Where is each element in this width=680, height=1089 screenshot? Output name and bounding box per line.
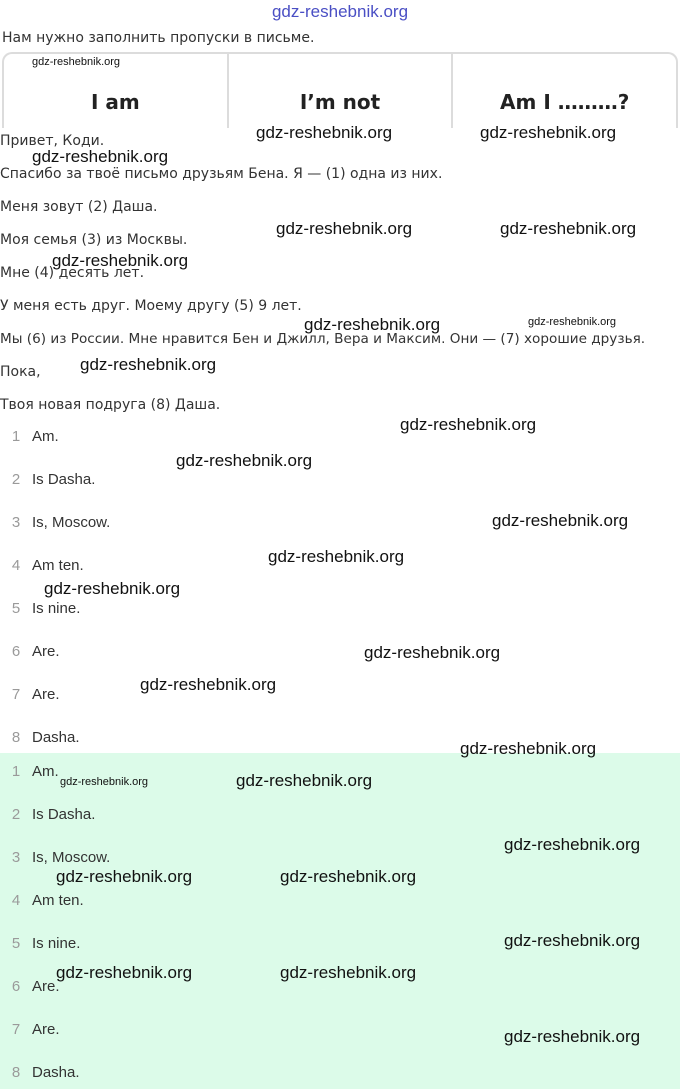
task-instruction: Нам нужно заполнить пропуски в письме. [2,30,315,46]
letter-line: Моя семья (3) из Москвы. [0,232,188,248]
watermark: gdz-reshebnik.org [56,963,193,982]
list-item [0,1019,60,1039]
answer-text: Am ten. [32,556,84,574]
list-item [0,847,110,867]
watermark: gdz-reshebnik.org [56,867,193,886]
answer-number: 7 [11,685,21,703]
watermark: gdz-reshebnik.org [52,251,189,270]
letter-line: Спасибо за твоё письмо друзьям Бена. Я — (1) одна из них. [0,166,443,182]
letter-line: Твоя новая подруга (8) Даша. [0,397,221,413]
letter-line: Пока, [0,364,41,380]
watermark: gdz-reshebnik.org [44,579,181,598]
watermark: gdz-reshebnik.org [528,316,617,328]
answer-number: 6 [11,977,21,995]
phrase-cell-1: I am [90,90,140,114]
answer-number: 2 [11,805,21,823]
watermark: gdz-reshebnik.org [276,219,413,238]
letter-line: Мы (6) из России. Мне нравится Бен и Джилл, Вера и Максим. Они — (7) хорошие друзья. [0,331,646,347]
answer-text: Am ten. [32,891,84,909]
letter-line: Привет, Коди. [0,133,105,149]
watermark: gdz-reshebnik.org [280,963,417,982]
answer-text: Is, Moscow. [32,848,111,866]
answer-number: 5 [11,599,21,617]
answer-number: 4 [11,891,21,909]
watermark: gdz-reshebnik.org [500,219,637,238]
watermark: gdz-reshebnik.org [504,1027,641,1046]
watermark: gdz-reshebnik.org [460,739,597,758]
answer-text: Are. [32,1020,60,1038]
answer-number: 3 [11,848,21,866]
answer-text: Dasha. [32,1063,80,1081]
list-item [0,555,84,575]
watermark: gdz-reshebnik.org [280,867,417,886]
watermark: gdz-reshebnik.org [32,147,169,166]
list-item [0,976,60,996]
answer-text: Is nine. [32,599,81,617]
watermark: gdz-reshebnik.org [364,643,501,662]
answer-text: Are. [32,642,60,660]
list-item [0,727,80,747]
watermark: gdz-reshebnik.org [236,771,373,790]
answer-text: Are. [32,685,60,703]
answer-number: 2 [11,470,21,488]
watermark: gdz-reshebnik.org [176,451,313,470]
list-item [0,469,95,489]
list-item [0,890,84,910]
watermark: gdz-reshebnik.org [492,511,629,530]
answer-text: Is nine. [32,934,81,952]
list-item [0,804,95,824]
list-item [0,1062,80,1082]
watermark: gdz-reshebnik.org [504,931,641,950]
answer-number: 3 [11,513,21,531]
watermark: gdz-reshebnik.org [256,123,393,142]
answer-text: Are. [32,977,60,995]
answer-number: 6 [11,642,21,660]
list-item [0,426,59,446]
list-item [0,933,80,953]
watermark: gdz-reshebnik.org [504,835,641,854]
answer-text: Is Dasha. [32,470,96,488]
answer-text: Is, Moscow. [32,513,111,531]
list-item [0,761,59,781]
list-item [0,598,80,618]
watermark: gdz-reshebnik.org [60,776,149,788]
list-item [0,684,60,704]
answer-number: 8 [11,728,21,746]
answer-text: Am. [32,427,59,445]
answer-number: 1 [11,762,21,780]
answer-number: 5 [11,934,21,952]
phrase-cell-2: I’m not [227,54,452,128]
watermark: gdz-reshebnik.org [268,547,405,566]
answer-text: Dasha. [32,728,80,746]
list-item [0,641,60,661]
site-title[interactable]: gdz-reshebnik.org [271,2,409,21]
answer-text: Am. [32,762,59,780]
watermark: gdz-reshebnik.org [304,315,441,334]
watermark: gdz-reshebnik.org [80,355,217,374]
letter-line: У меня есть друг. Моему другу (5) 9 лет. [0,298,302,314]
watermark: gdz-reshebnik.org [400,415,537,434]
letter-line: Меня зовут (2) Даша. [0,199,158,215]
list-item [0,512,110,532]
watermark: gdz-reshebnik.org [140,675,277,694]
watermark: gdz-reshebnik.org [480,123,617,142]
watermark: gdz-reshebnik.org [32,56,121,68]
answer-number: 7 [11,1020,21,1038]
phrase-cell-3: Am I ………? [451,54,676,128]
letter-line: Мне (4) десять лет. [0,265,145,281]
answer-text: Is Dasha. [32,805,96,823]
answer-number: 4 [11,556,21,574]
answer-number: 1 [11,427,21,445]
answer-number: 8 [11,1063,21,1081]
